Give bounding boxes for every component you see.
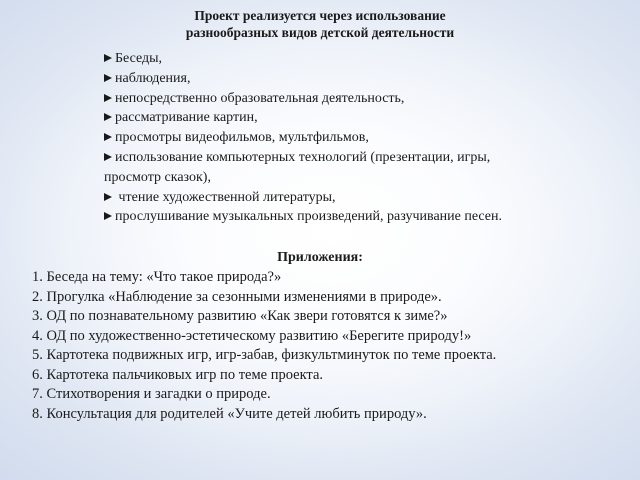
- activity-text: просмотры видеофильмов, мультфильмов,: [115, 130, 369, 146]
- activity-item: [104, 207, 534, 227]
- slide-title-line-1: Проект реализуется через использование: [194, 8, 446, 23]
- appendix-list: [32, 268, 612, 424]
- appendix-item: 7. Стихотворения и загадки о природе.: [32, 386, 271, 402]
- activity-text: непосредственно образовательная деятельность,: [115, 90, 405, 106]
- activity-text: рассматривание картин,: [115, 110, 258, 126]
- arrow-bullet-icon: [104, 133, 112, 141]
- arrow-bullet-icon: [104, 54, 112, 62]
- appendix-item: 4. ОД по художественно-эстетическому развитию «Берегите природу!»: [32, 327, 472, 344]
- arrow-bullet-icon: [104, 153, 112, 161]
- arrow-bullet-icon: [104, 212, 112, 220]
- activity-item: [104, 89, 534, 109]
- activity-text: Беседы,: [115, 51, 163, 66]
- slide-title: [120, 7, 520, 41]
- appendix-item: 2. Прогулка «Наблюдение за сезонными изменениями в природе».: [32, 288, 442, 305]
- arrow-bullet-icon: [104, 94, 112, 102]
- appendix-item: 1. Беседа на тему: «Что такое природа?»: [32, 269, 282, 285]
- activity-item: [104, 188, 534, 208]
- activity-item: [104, 69, 534, 89]
- appendix-item: 8. Консультация для родителей «Учите детей любить природу».: [32, 405, 427, 422]
- activity-item: [104, 148, 534, 188]
- activity-text: прослушивание музыкальных произведений, разучивание песен.: [115, 209, 502, 225]
- appendix-heading: Приложения:: [277, 250, 363, 265]
- activity-text: наблюдения,: [115, 70, 191, 86]
- activity-item: [104, 128, 534, 148]
- arrow-bullet-icon: [104, 113, 112, 121]
- activity-text: использование компьютерных технологий (презентации, игры, просмотр сказок),: [104, 149, 491, 185]
- appendix-item: 5. Картотека подвижных игр, игр-забав, физкультминуток по теме проекта.: [32, 347, 497, 363]
- appendix-item: 6. Картотека пальчиковых игр по теме проекта.: [32, 366, 324, 383]
- arrow-bullet-icon: [104, 74, 112, 82]
- appendix-item: 3. ОД по познавательному развитию «Как звери готовятся к зиме?»: [32, 308, 448, 324]
- slide-title-line-2: разнообразных видов детской деятельности: [185, 25, 455, 40]
- activities-list: [104, 49, 534, 227]
- activity-text: чтение художественной литературы,: [115, 189, 336, 205]
- activity-item: [104, 49, 534, 69]
- activity-item: [104, 108, 534, 128]
- arrow-bullet-icon: [104, 193, 112, 201]
